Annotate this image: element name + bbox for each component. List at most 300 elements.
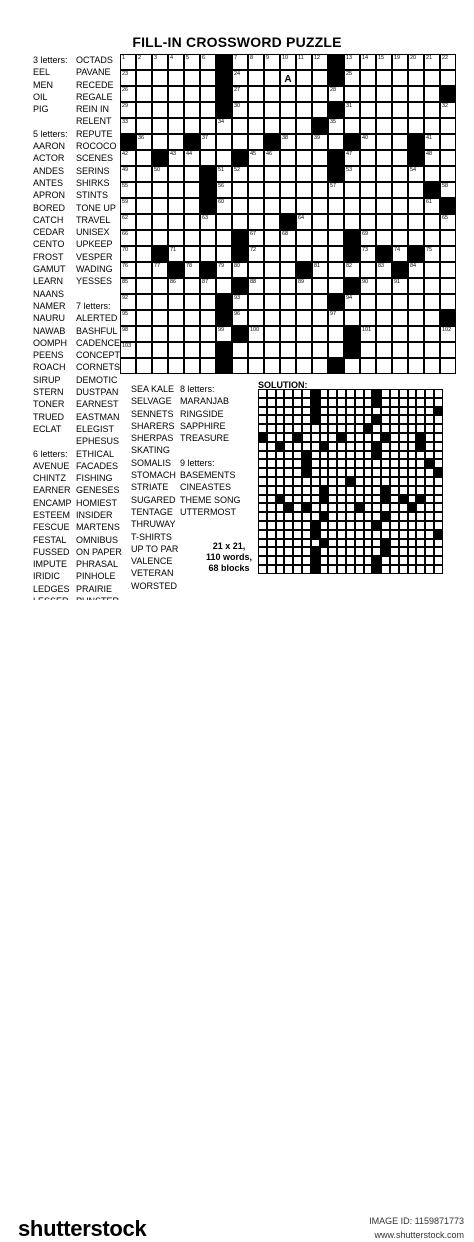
grid-cell[interactable]: [344, 70, 360, 86]
grid-cell[interactable]: [152, 358, 168, 374]
grid-cell[interactable]: [440, 326, 456, 342]
grid-cell[interactable]: [312, 134, 328, 150]
grid-cell[interactable]: [136, 54, 152, 70]
grid-cell[interactable]: [328, 326, 344, 342]
grid-cell[interactable]: [376, 214, 392, 230]
grid-cell[interactable]: [392, 230, 408, 246]
grid-cell[interactable]: [152, 310, 168, 326]
grid-cell[interactable]: [264, 102, 280, 118]
grid-cell[interactable]: [440, 358, 456, 374]
grid-cell[interactable]: [120, 198, 136, 214]
grid-cell[interactable]: [424, 214, 440, 230]
grid-cell[interactable]: [328, 246, 344, 262]
grid-cell[interactable]: [312, 166, 328, 182]
grid-cell[interactable]: [376, 230, 392, 246]
grid-cell[interactable]: [392, 166, 408, 182]
grid-cell[interactable]: [152, 214, 168, 230]
grid-cell[interactable]: [152, 166, 168, 182]
grid-cell[interactable]: [184, 294, 200, 310]
grid-cell[interactable]: [312, 310, 328, 326]
grid-cell[interactable]: [344, 54, 360, 70]
grid-cell[interactable]: [376, 342, 392, 358]
grid-cell[interactable]: [216, 326, 232, 342]
grid-cell[interactable]: [344, 310, 360, 326]
grid-cell[interactable]: [328, 198, 344, 214]
grid-cell[interactable]: [248, 182, 264, 198]
grid-cell[interactable]: [424, 102, 440, 118]
grid-cell[interactable]: [248, 70, 264, 86]
grid-cell[interactable]: [264, 278, 280, 294]
grid-cell[interactable]: [360, 118, 376, 134]
grid-cell[interactable]: [424, 294, 440, 310]
grid-cell[interactable]: [392, 70, 408, 86]
grid-cell[interactable]: [424, 246, 440, 262]
grid-cell[interactable]: [168, 102, 184, 118]
grid-cell[interactable]: [216, 214, 232, 230]
grid-cell[interactable]: [376, 294, 392, 310]
grid-cell[interactable]: [120, 310, 136, 326]
grid-cell[interactable]: [168, 86, 184, 102]
grid-cell[interactable]: [440, 70, 456, 86]
grid-cell[interactable]: [200, 102, 216, 118]
grid-cell[interactable]: [280, 310, 296, 326]
grid-cell[interactable]: [408, 326, 424, 342]
grid-cell[interactable]: [232, 54, 248, 70]
grid-cell[interactable]: [376, 182, 392, 198]
grid-cell[interactable]: [344, 358, 360, 374]
grid-cell[interactable]: [424, 118, 440, 134]
grid-cell[interactable]: [232, 70, 248, 86]
grid-cell[interactable]: [216, 166, 232, 182]
grid-cell[interactable]: [360, 198, 376, 214]
grid-cell[interactable]: [184, 278, 200, 294]
grid-cell[interactable]: [264, 70, 280, 86]
grid-cell[interactable]: [184, 182, 200, 198]
grid-cell[interactable]: [408, 310, 424, 326]
grid-cell[interactable]: [424, 230, 440, 246]
grid-cell[interactable]: [296, 342, 312, 358]
grid-cell[interactable]: [200, 230, 216, 246]
grid-cell[interactable]: [440, 54, 456, 70]
grid-cell[interactable]: [424, 342, 440, 358]
grid-cell[interactable]: [392, 198, 408, 214]
grid-cell[interactable]: [136, 118, 152, 134]
grid-cell[interactable]: [424, 198, 440, 214]
grid-cell[interactable]: [168, 358, 184, 374]
grid-cell[interactable]: [360, 326, 376, 342]
grid-cell[interactable]: [264, 262, 280, 278]
grid-cell[interactable]: [200, 278, 216, 294]
grid-cell[interactable]: [248, 198, 264, 214]
grid-cell[interactable]: [312, 246, 328, 262]
grid-cell[interactable]: [168, 70, 184, 86]
grid-cell[interactable]: [280, 182, 296, 198]
grid-cell[interactable]: [152, 198, 168, 214]
grid-cell[interactable]: [264, 342, 280, 358]
grid-cell[interactable]: [184, 54, 200, 70]
grid-cell[interactable]: [280, 358, 296, 374]
grid-cell[interactable]: [184, 246, 200, 262]
grid-cell[interactable]: [168, 342, 184, 358]
grid-cell[interactable]: [296, 86, 312, 102]
grid-cell[interactable]: [296, 214, 312, 230]
grid-cell[interactable]: [200, 118, 216, 134]
grid-cell[interactable]: [280, 70, 296, 86]
grid-cell[interactable]: [152, 230, 168, 246]
grid-cell[interactable]: [376, 310, 392, 326]
grid-cell[interactable]: [264, 54, 280, 70]
grid-cell[interactable]: [232, 166, 248, 182]
grid-cell[interactable]: [248, 246, 264, 262]
grid-cell[interactable]: [168, 166, 184, 182]
grid-cell[interactable]: [232, 118, 248, 134]
grid-cell[interactable]: [392, 182, 408, 198]
grid-cell[interactable]: [360, 134, 376, 150]
grid-cell[interactable]: [264, 214, 280, 230]
grid-cell[interactable]: [408, 230, 424, 246]
grid-cell[interactable]: [280, 54, 296, 70]
grid-cell[interactable]: [408, 166, 424, 182]
grid-cell[interactable]: [440, 294, 456, 310]
grid-cell[interactable]: [344, 294, 360, 310]
grid-cell[interactable]: [360, 182, 376, 198]
grid-cell[interactable]: [264, 86, 280, 102]
grid-cell[interactable]: [264, 326, 280, 342]
grid-cell[interactable]: [120, 278, 136, 294]
grid-cell[interactable]: [248, 230, 264, 246]
grid-cell[interactable]: [248, 118, 264, 134]
grid-cell[interactable]: [264, 198, 280, 214]
grid-cell[interactable]: [152, 262, 168, 278]
grid-cell[interactable]: [280, 86, 296, 102]
grid-cell[interactable]: [152, 326, 168, 342]
grid-cell[interactable]: [328, 86, 344, 102]
grid-cell[interactable]: [296, 166, 312, 182]
grid-cell[interactable]: [440, 166, 456, 182]
grid-cell[interactable]: [360, 70, 376, 86]
grid-cell[interactable]: [296, 70, 312, 86]
grid-cell[interactable]: [312, 54, 328, 70]
grid-cell[interactable]: [184, 86, 200, 102]
grid-cell[interactable]: [296, 294, 312, 310]
grid-cell[interactable]: [232, 294, 248, 310]
grid-cell[interactable]: [136, 246, 152, 262]
grid-cell[interactable]: [168, 134, 184, 150]
grid-cell[interactable]: [184, 310, 200, 326]
grid-cell[interactable]: [296, 150, 312, 166]
grid-cell[interactable]: [136, 342, 152, 358]
grid-cell[interactable]: [136, 230, 152, 246]
grid-cell[interactable]: [392, 294, 408, 310]
grid-cell[interactable]: [344, 198, 360, 214]
grid-cell[interactable]: [136, 198, 152, 214]
grid-cell[interactable]: [136, 326, 152, 342]
grid-cell[interactable]: [120, 246, 136, 262]
grid-cell[interactable]: [328, 262, 344, 278]
grid-cell[interactable]: [376, 86, 392, 102]
grid-cell[interactable]: [312, 358, 328, 374]
grid-cell[interactable]: [328, 230, 344, 246]
grid-cell[interactable]: [376, 278, 392, 294]
grid-cell[interactable]: [440, 150, 456, 166]
grid-cell[interactable]: [440, 118, 456, 134]
grid-cell[interactable]: [120, 294, 136, 310]
grid-cell[interactable]: [280, 294, 296, 310]
grid-cell[interactable]: [392, 326, 408, 342]
grid-cell[interactable]: [360, 230, 376, 246]
grid-cell[interactable]: [216, 182, 232, 198]
grid-cell[interactable]: [216, 230, 232, 246]
grid-cell[interactable]: [312, 150, 328, 166]
grid-cell[interactable]: [184, 70, 200, 86]
grid-cell[interactable]: [392, 86, 408, 102]
grid-cell[interactable]: [424, 278, 440, 294]
grid-cell[interactable]: [440, 246, 456, 262]
grid-cell[interactable]: [408, 198, 424, 214]
grid-cell[interactable]: [408, 358, 424, 374]
grid-cell[interactable]: [152, 118, 168, 134]
grid-cell[interactable]: [152, 342, 168, 358]
grid-cell[interactable]: [296, 118, 312, 134]
grid-cell[interactable]: [360, 150, 376, 166]
grid-cell[interactable]: [296, 54, 312, 70]
grid-cell[interactable]: [280, 278, 296, 294]
grid-cell[interactable]: [200, 326, 216, 342]
grid-cell[interactable]: [376, 150, 392, 166]
grid-cell[interactable]: [408, 182, 424, 198]
grid-cell[interactable]: [360, 278, 376, 294]
grid-cell[interactable]: [424, 134, 440, 150]
grid-cell[interactable]: [136, 102, 152, 118]
grid-cell[interactable]: [344, 150, 360, 166]
grid-cell[interactable]: [184, 342, 200, 358]
grid-cell[interactable]: [360, 86, 376, 102]
grid-cell[interactable]: [248, 262, 264, 278]
grid-cell[interactable]: [376, 358, 392, 374]
grid-cell[interactable]: [200, 134, 216, 150]
grid-cell[interactable]: [120, 262, 136, 278]
grid-cell[interactable]: [280, 118, 296, 134]
grid-cell[interactable]: [408, 86, 424, 102]
grid-cell[interactable]: [200, 310, 216, 326]
grid-cell[interactable]: [232, 102, 248, 118]
grid-cell[interactable]: [264, 150, 280, 166]
grid-cell[interactable]: [360, 358, 376, 374]
grid-cell[interactable]: [312, 342, 328, 358]
grid-cell[interactable]: [392, 134, 408, 150]
grid-cell[interactable]: [392, 342, 408, 358]
grid-cell[interactable]: [136, 86, 152, 102]
grid-cell[interactable]: [184, 150, 200, 166]
grid-cell[interactable]: [440, 182, 456, 198]
grid-cell[interactable]: [120, 230, 136, 246]
grid-cell[interactable]: [136, 294, 152, 310]
grid-cell[interactable]: [344, 262, 360, 278]
grid-cell[interactable]: [264, 230, 280, 246]
grid-cell[interactable]: [344, 214, 360, 230]
grid-cell[interactable]: [360, 342, 376, 358]
grid-cell[interactable]: [344, 118, 360, 134]
grid-cell[interactable]: [248, 166, 264, 182]
grid-cell[interactable]: [440, 230, 456, 246]
grid-cell[interactable]: [296, 182, 312, 198]
grid-cell[interactable]: [296, 278, 312, 294]
grid-cell[interactable]: [120, 150, 136, 166]
grid-cell[interactable]: [424, 262, 440, 278]
grid-cell[interactable]: [232, 134, 248, 150]
grid-cell[interactable]: [328, 278, 344, 294]
grid-cell[interactable]: [296, 134, 312, 150]
grid-cell[interactable]: [200, 54, 216, 70]
grid-cell[interactable]: [392, 54, 408, 70]
grid-cell[interactable]: [440, 278, 456, 294]
grid-cell[interactable]: [120, 86, 136, 102]
grid-cell[interactable]: [264, 294, 280, 310]
grid-cell[interactable]: [168, 278, 184, 294]
grid-cell[interactable]: [360, 246, 376, 262]
grid-cell[interactable]: [408, 214, 424, 230]
grid-cell[interactable]: [264, 118, 280, 134]
grid-cell[interactable]: [312, 294, 328, 310]
grid-cell[interactable]: [296, 102, 312, 118]
grid-cell[interactable]: [248, 214, 264, 230]
grid-cell[interactable]: [232, 358, 248, 374]
grid-cell[interactable]: [424, 326, 440, 342]
grid-cell[interactable]: [232, 86, 248, 102]
grid-cell[interactable]: [312, 102, 328, 118]
grid-cell[interactable]: [280, 262, 296, 278]
grid-cell[interactable]: [328, 182, 344, 198]
grid-cell[interactable]: [312, 230, 328, 246]
grid-cell[interactable]: [248, 358, 264, 374]
grid-cell[interactable]: [168, 214, 184, 230]
grid-cell[interactable]: [200, 246, 216, 262]
grid-cell[interactable]: [184, 326, 200, 342]
grid-cell[interactable]: [408, 118, 424, 134]
grid-cell[interactable]: [120, 326, 136, 342]
grid-cell[interactable]: [424, 150, 440, 166]
grid-cell[interactable]: [280, 342, 296, 358]
grid-cell[interactable]: [296, 358, 312, 374]
grid-cell[interactable]: [216, 278, 232, 294]
grid-cell[interactable]: [232, 262, 248, 278]
grid-cell[interactable]: [376, 102, 392, 118]
grid-cell[interactable]: [200, 86, 216, 102]
grid-cell[interactable]: [136, 150, 152, 166]
grid-cell[interactable]: [264, 310, 280, 326]
grid-cell[interactable]: [232, 214, 248, 230]
grid-cell[interactable]: [248, 326, 264, 342]
grid-cell[interactable]: [376, 54, 392, 70]
grid-cell[interactable]: [136, 166, 152, 182]
grid-cell[interactable]: [152, 70, 168, 86]
grid-cell[interactable]: [184, 118, 200, 134]
grid-cell[interactable]: [200, 342, 216, 358]
grid-cell[interactable]: [312, 198, 328, 214]
grid-cell[interactable]: [232, 310, 248, 326]
grid-cell[interactable]: [232, 182, 248, 198]
grid-cell[interactable]: [328, 134, 344, 150]
grid-cell[interactable]: [168, 118, 184, 134]
grid-cell[interactable]: [216, 118, 232, 134]
grid-cell[interactable]: [392, 102, 408, 118]
grid-cell[interactable]: [376, 198, 392, 214]
grid-cell[interactable]: [296, 310, 312, 326]
grid-cell[interactable]: [136, 182, 152, 198]
grid-cell[interactable]: [264, 182, 280, 198]
grid-cell[interactable]: [264, 246, 280, 262]
grid-cell[interactable]: [376, 134, 392, 150]
grid-cell[interactable]: [232, 198, 248, 214]
grid-cell[interactable]: [248, 102, 264, 118]
grid-cell[interactable]: [408, 262, 424, 278]
grid-cell[interactable]: [264, 358, 280, 374]
grid-cell[interactable]: [168, 198, 184, 214]
grid-cell[interactable]: [376, 326, 392, 342]
grid-cell[interactable]: [424, 358, 440, 374]
grid-cell[interactable]: [120, 118, 136, 134]
grid-cell[interactable]: [344, 182, 360, 198]
grid-cell[interactable]: [120, 166, 136, 182]
grid-cell[interactable]: [424, 54, 440, 70]
grid-cell[interactable]: [152, 102, 168, 118]
grid-cell[interactable]: [440, 102, 456, 118]
grid-cell[interactable]: [168, 150, 184, 166]
grid-cell[interactable]: [120, 214, 136, 230]
grid-cell[interactable]: [216, 150, 232, 166]
grid-cell[interactable]: [152, 278, 168, 294]
grid-cell[interactable]: [152, 294, 168, 310]
grid-cell[interactable]: [360, 166, 376, 182]
grid-cell[interactable]: [152, 134, 168, 150]
grid-cell[interactable]: [344, 102, 360, 118]
grid-cell[interactable]: [120, 54, 136, 70]
grid-cell[interactable]: [392, 246, 408, 262]
grid-cell[interactable]: [408, 294, 424, 310]
grid-cell[interactable]: [280, 150, 296, 166]
grid-cell[interactable]: [216, 246, 232, 262]
grid-cell[interactable]: [200, 294, 216, 310]
grid-cell[interactable]: [200, 358, 216, 374]
grid-cell[interactable]: [408, 70, 424, 86]
grid-cell[interactable]: [312, 326, 328, 342]
grid-cell[interactable]: [392, 118, 408, 134]
grid-cell[interactable]: [280, 102, 296, 118]
grid-cell[interactable]: [344, 166, 360, 182]
grid-cell[interactable]: [184, 262, 200, 278]
grid-cell[interactable]: [200, 150, 216, 166]
grid-cell[interactable]: [184, 214, 200, 230]
grid-cell[interactable]: [440, 342, 456, 358]
grid-cell[interactable]: [328, 310, 344, 326]
grid-cell[interactable]: [136, 214, 152, 230]
grid-cell[interactable]: [360, 54, 376, 70]
grid-cell[interactable]: [328, 118, 344, 134]
grid-cell[interactable]: [136, 262, 152, 278]
grid-cell[interactable]: [184, 230, 200, 246]
grid-cell[interactable]: [120, 182, 136, 198]
grid-cell[interactable]: [440, 134, 456, 150]
grid-cell[interactable]: [392, 358, 408, 374]
grid-cell[interactable]: [200, 70, 216, 86]
grid-cell[interactable]: [360, 262, 376, 278]
grid-cell[interactable]: [136, 134, 152, 150]
grid-cell[interactable]: [312, 278, 328, 294]
grid-cell[interactable]: [248, 86, 264, 102]
grid-cell[interactable]: [344, 86, 360, 102]
grid-cell[interactable]: [328, 342, 344, 358]
grid-cell[interactable]: [360, 310, 376, 326]
